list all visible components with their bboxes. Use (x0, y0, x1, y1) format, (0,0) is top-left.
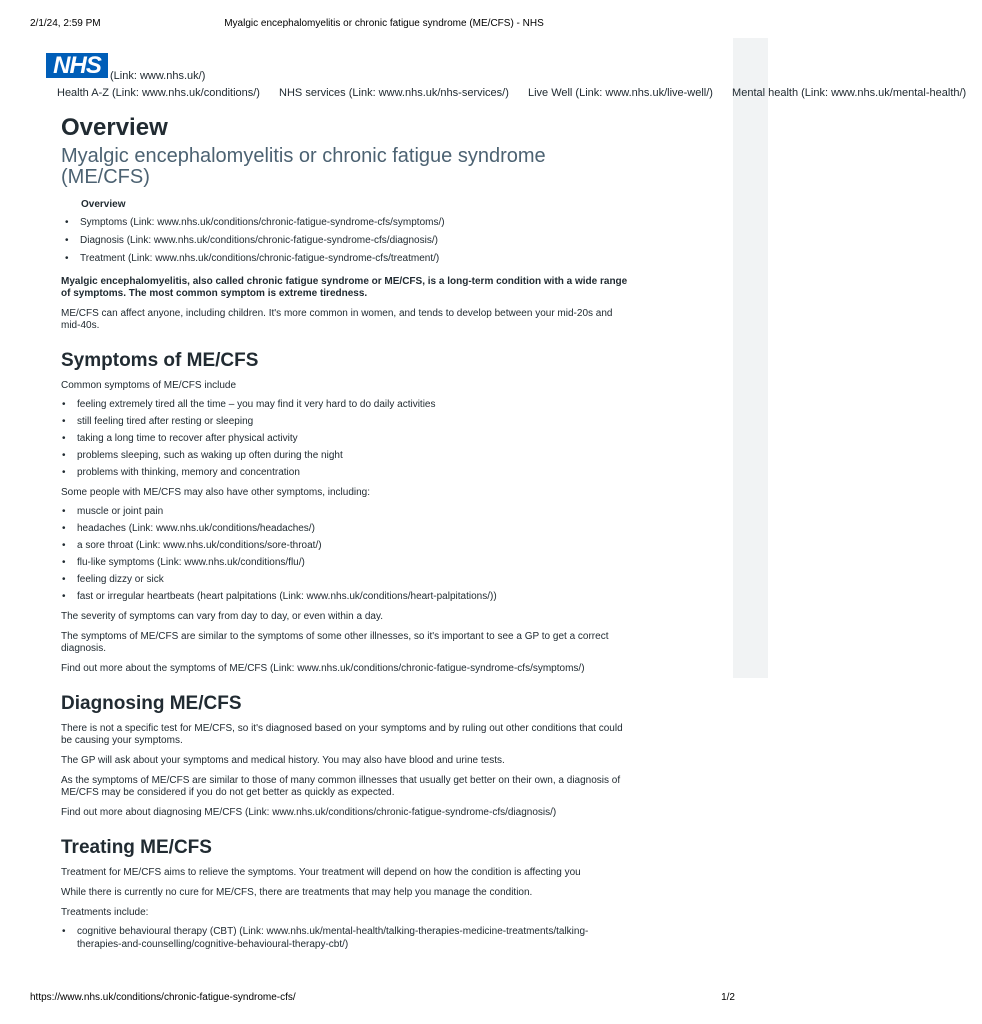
severity-paragraph: The severity of symptoms can vary from day to day, or even within a day. (61, 611, 383, 622)
other-symptoms-list (61, 505, 631, 603)
diagnosing-heading: Diagnosing ME/CFS (61, 693, 242, 714)
nav-item-nhs-services[interactable]: NHS services (Link: www.nhs.uk/nhs-services/) (279, 87, 509, 99)
intro-paragraph: ME/CFS can affect anyone, including children. It's more common in women, and tends to develop between your mid-20s and mid-40s. (61, 308, 613, 331)
intro-lead: Myalgic encephalomyelitis, also called chronic fatigue syndrome or ME/CFS, is a long-term condition with a wide range of symptoms. The most common symptom is extreme tiredness. (61, 276, 628, 299)
primary-nav (57, 87, 967, 103)
list-item-sore-throat-link[interactable]: • a sore throat (Link: www.nhs.uk/conditions/sore-throat/) (77, 539, 631, 552)
header-logo-row (46, 48, 206, 82)
common-symptoms-list (61, 398, 631, 479)
logo-link-text[interactable]: (Link: www.nhs.uk/) (110, 70, 206, 82)
nav-item-mental-health[interactable]: Mental health (Link: www.nhs.uk/mental-health/) (732, 87, 967, 99)
symptoms-heading: Symptoms of ME/CFS (61, 350, 259, 371)
diagnosing-paragraph-3: As the symptoms of ME/CFS are similar to those of many common illnesses that usually get better on their own, a diagnosis of ME/CFS may be considered if you do not get better as quickly as expected. (61, 775, 621, 798)
symptoms-more-link[interactable]: Find out more about the symptoms of ME/CFS (Link: www.nhs.uk/conditions/chronic-fatigue-syndrome-cfs/symptoms/) (61, 663, 585, 674)
list-item: • feeling extremely tired all the time – you may find it very hard to do daily activities (77, 398, 631, 411)
main-content (61, 114, 631, 955)
list-item-cbt-link[interactable]: • cognitive behavioural therapy (CBT) (Link: www.nhs.uk/mental-health/talking-therapies-medicine-treatments/talking-therapies-and-counselling/cognitive-behavioural-therapy-cbt/) (77, 925, 631, 951)
contents-link-symptoms[interactable]: • Symptoms (Link: www.nhs.uk/conditions/chronic-fatigue-syndrome-cfs/symptoms/) (80, 216, 631, 229)
nhs-logo[interactable]: NHS (46, 53, 108, 78)
print-header (0, 18, 768, 32)
treating-heading: Treating ME/CFS (61, 837, 212, 858)
list-item: • taking a long time to recover after physical activity (77, 432, 631, 445)
treating-paragraph-3: Treatments include: (61, 907, 149, 918)
treating-paragraph-1: Treatment for ME/CFS aims to relieve the symptoms. Your treatment will depend on how the condition is affecting you (61, 867, 581, 878)
treatments-list (61, 925, 631, 951)
list-item: • problems sleeping, such as waking up often during the night (77, 449, 631, 462)
page-title: Overview (61, 114, 168, 141)
list-item: • still feeling tired after resting or sleeping (77, 415, 631, 428)
diagnosing-more-link[interactable]: Find out more about diagnosing ME/CFS (Link: www.nhs.uk/conditions/chronic-fatigue-syndrome-cfs/diagnosis/) (61, 807, 557, 818)
list-item: • muscle or joint pain (77, 505, 631, 518)
nav-item-live-well[interactable]: Live Well (Link: www.nhs.uk/live-well/) (527, 87, 713, 99)
page-subtitle: Myalgic encephalomyelitis or chronic fatigue syndrome (ME/CFS) (61, 145, 546, 188)
treating-paragraph-2: While there is currently no cure for ME/CFS, there are treatments that may help you manage the condition. (61, 887, 533, 898)
contents-list (61, 216, 631, 265)
print-document-title: Myalgic encephalomyelitis or chronic fatigue syndrome (ME/CFS) - NHS (224, 18, 544, 29)
print-date: 2/1/24, 2:59 PM (30, 18, 101, 29)
symptoms-intro: Common symptoms of ME/CFS include (61, 380, 237, 391)
print-page-number: 1/2 (721, 992, 735, 1003)
list-item-headaches-link[interactable]: • headaches (Link: www.nhs.uk/conditions/headaches/) (77, 522, 631, 535)
diagnosing-paragraph-1: There is not a specific test for ME/CFS, so it's diagnosed based on your symptoms and by ruling out other conditions that could be causing your symptoms. (61, 723, 623, 746)
nav-item-health-a-z[interactable]: Health A-Z (Link: www.nhs.uk/conditions/) (57, 87, 260, 99)
contents-current-item: Overview (81, 199, 126, 210)
print-footer (0, 992, 768, 1006)
other-symptoms-intro: Some people with ME/CFS may also have other symptoms, including: (61, 487, 371, 498)
page-side-shade (733, 38, 768, 678)
diagnosing-paragraph-2: The GP will ask about your symptoms and medical history. You may also have blood and urine tests. (61, 755, 505, 766)
list-item: • problems with thinking, memory and concentration (77, 466, 631, 479)
contents-link-diagnosis[interactable]: • Diagnosis (Link: www.nhs.uk/conditions/chronic-fatigue-syndrome-cfs/diagnosis/) (80, 234, 631, 247)
contents-link-treatment[interactable]: • Treatment (Link: www.nhs.uk/conditions/chronic-fatigue-syndrome-cfs/treatment/) (80, 252, 631, 265)
similar-illness-paragraph: The symptoms of ME/CFS are similar to the symptoms of some other illnesses, so it's important to see a GP to get a correct diagnosis. (61, 631, 609, 654)
print-url: https://www.nhs.uk/conditions/chronic-fatigue-syndrome-cfs/ (30, 992, 296, 1003)
list-item: • feeling dizzy or sick (77, 573, 631, 586)
list-item-flu-link[interactable]: • flu-like symptoms (Link: www.nhs.uk/conditions/flu/) (77, 556, 631, 569)
list-item-palpitations-link[interactable]: • fast or irregular heartbeats (heart palpitations (Link: www.nhs.uk/conditions/heart-palpitations/)) (77, 590, 631, 603)
